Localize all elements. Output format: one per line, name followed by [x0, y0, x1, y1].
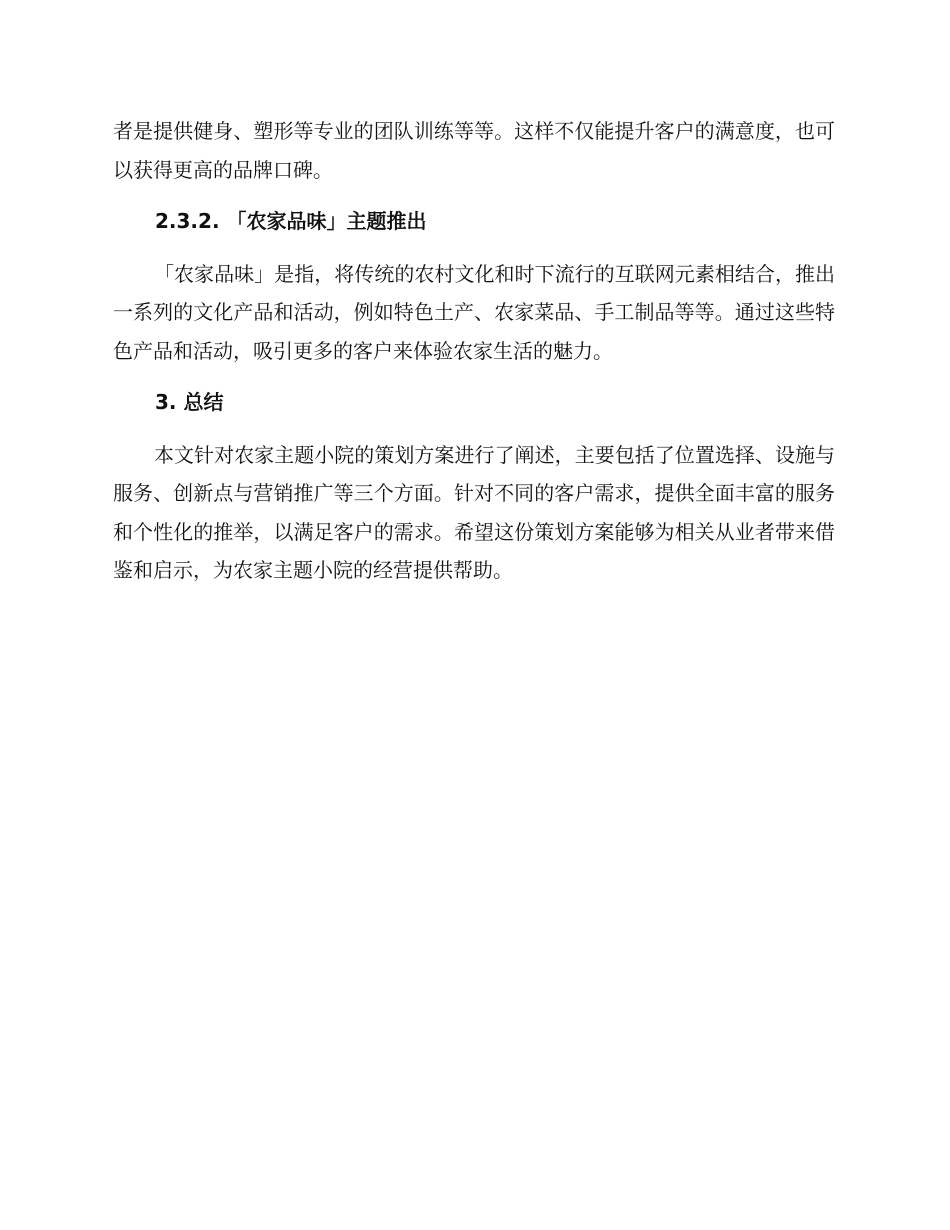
document-body [113, 112, 835, 590]
paragraph-nongjia-pinwei: 「农家品味」是指，将传统的农村文化和时下流行的互联网元素相结合，推出一系列的文化产品和活动，例如特色土产、农家菜品、手工制品等等。通过这些特色产品和活动，吸引更多的客户来体验农家生活的魅力。 [113, 261, 835, 363]
paragraph-continuation: 者是提供健身、塑形等专业的团队训练等等。这样不仅能提升客户的满意度，也可以获得更高的品牌口碑。 [113, 119, 835, 182]
paragraph-summary: 本文针对农家主题小院的策划方案进行了阐述，主要包括了位置选择、设施与服务、创新点与营销推广等三个方面。针对不同的客户需求，提供全面丰富的服务和个性化的推举，以满足客户的需求。希望这份策划方案能够为相关从业者带来借鉴和启示，为农家主题小院的经营提供帮助。 [113, 442, 835, 582]
section-heading-2-3-2: 2.3.2. 「农家品味」主题推出 [155, 209, 427, 233]
section-heading-summary: 3. 总结 [155, 390, 224, 414]
